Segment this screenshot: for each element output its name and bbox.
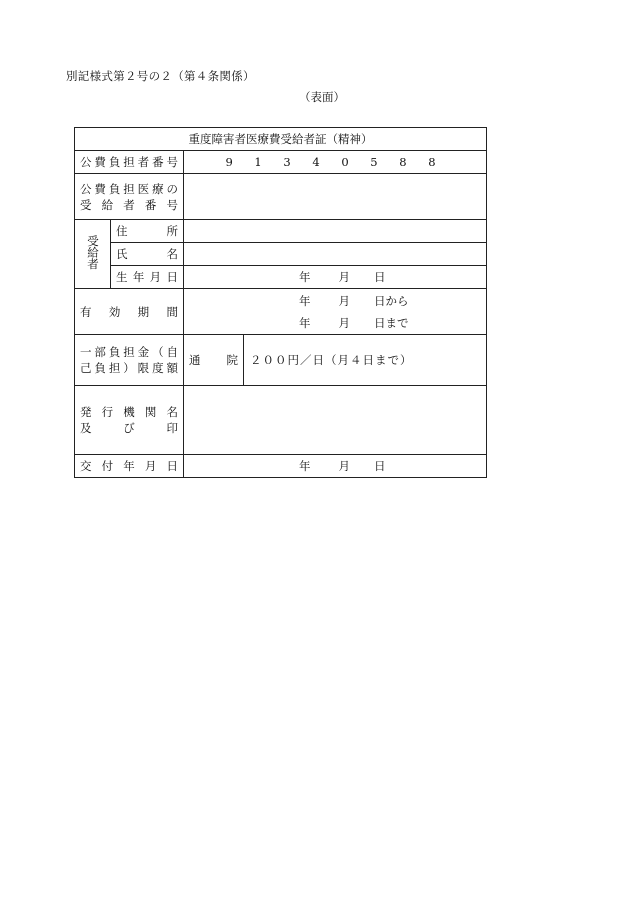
copay-label (75, 335, 184, 386)
validity-until-month-unit: 月 (338, 315, 350, 330)
validity-from-day-unit: 日から (374, 293, 409, 308)
recipient-number-label-line1: 公費負担医療の (80, 181, 178, 196)
birthdate-label: 生年月日 (111, 266, 184, 289)
certificate-title: 重度障害者医療費受給者証（精神） (75, 128, 487, 151)
name-value (184, 243, 487, 266)
recipient-number-label-line2: 受給者番号 (80, 197, 178, 212)
certificate-table (74, 127, 487, 478)
issuer-label (75, 386, 184, 455)
recipient-number-label (75, 174, 184, 220)
validity-value (184, 289, 487, 335)
validity-until-year-unit: 年 (299, 315, 311, 330)
address-label: 住所 (111, 220, 184, 243)
address-value (184, 220, 487, 243)
issue-day-unit: 日 (374, 459, 386, 473)
issuer-label-line2: 及び印 (80, 421, 178, 435)
copay-label-line1: 一部負担金（自 (80, 345, 178, 359)
validity-from-month-unit: 月 (338, 293, 350, 308)
recipient-group-label (75, 220, 111, 289)
validity-from-year-unit: 年 (299, 293, 311, 308)
issue-year-unit: 年 (299, 459, 311, 473)
birthdate-day-unit: 日 (374, 270, 386, 284)
issue-month-unit: 月 (338, 459, 350, 473)
issue-date-label: 交付年月日 (75, 455, 184, 478)
public-payer-number-label: 公費負担者番号 (75, 151, 184, 174)
issuer-value (184, 386, 487, 455)
validity-until-day-unit: 日まで (374, 315, 409, 330)
copay-value: ２００円／日（月４日まで） (244, 335, 487, 386)
issue-date-value (184, 455, 487, 478)
recipient-number-value (184, 174, 487, 220)
birthdate-year-unit: 年 (299, 270, 311, 284)
name-label: 氏名 (111, 243, 184, 266)
birthdate-value (184, 266, 487, 289)
validity-label: 有効期間 (75, 289, 184, 335)
side-label: （表面） (299, 90, 345, 104)
copay-label-line2: 己負担）限度額 (80, 361, 178, 375)
outpatient-label: 通院 (184, 335, 244, 386)
recipient-group-text: 受給者 (86, 235, 100, 270)
public-payer-number-value: 9 1 3 4 0 5 8 8 (184, 151, 487, 174)
form-header: 別記様式第２号の２（第４条関係） (66, 69, 255, 83)
birthdate-month-unit: 月 (338, 270, 350, 284)
issuer-label-line1: 発行機関名 (80, 405, 178, 419)
